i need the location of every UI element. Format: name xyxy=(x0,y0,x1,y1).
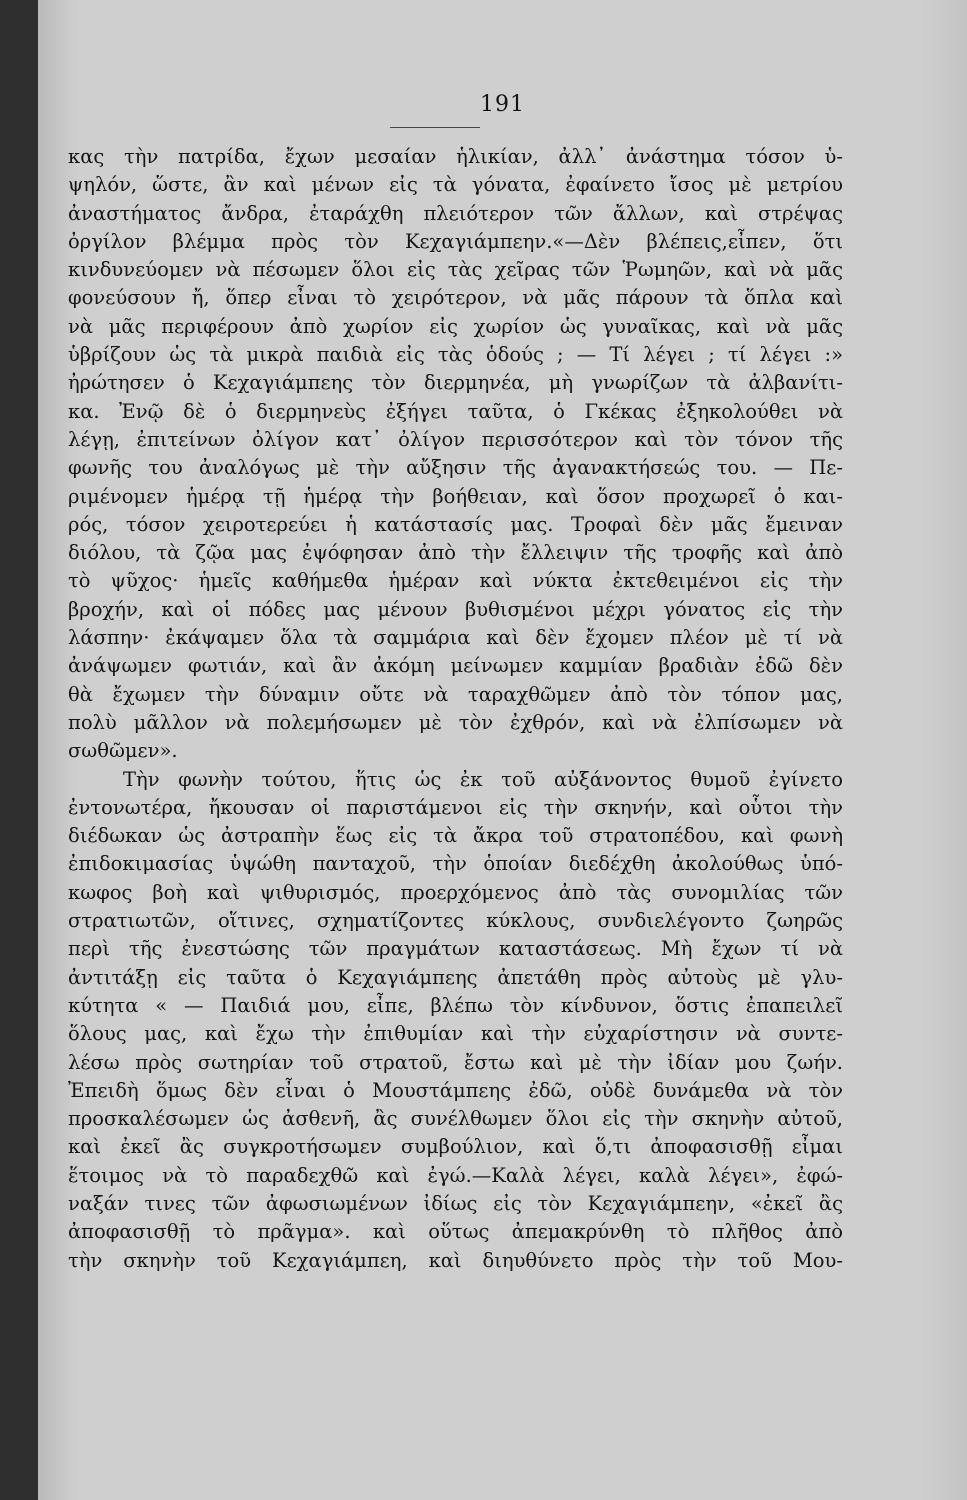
text-line: ἀναστήματος ἄνδρα, ἐταράχθη πλειότερον τῶν ἄλλων, καὶ στρέψας xyxy=(68,201,843,225)
text-line: φωνῆς του ἀναλόγως μὲ τὴν αὔξησιν τῆς ἀγανακτήσεώς του. — Πε- xyxy=(68,456,843,480)
page-number: 191 xyxy=(480,92,525,117)
text-line: ἐντονωτέρα, ἤκουσαν οἱ παριστάμενοι εἰς τὴν σκηνήν, καὶ οὗτοι τὴν xyxy=(68,795,843,819)
text-line: ἠρώτησεν ὁ Κεχαγιάμπεης τὸν διερμηνέα, μὴ γνωρίζων τὰ ἀλβανίτι- xyxy=(68,371,843,395)
page-number-rule xyxy=(390,127,480,128)
text-line: ἀποφασισθῇ τὸ πρᾶγμα». καὶ οὕτως ἀπεμακρύνθη τὸ πλῆθος ἀπὸ xyxy=(68,1220,843,1244)
text-line: τὴν σκηνὴν τοῦ Κεχαγιάμπεη, καὶ διηυθύνετο πρὸς τὴν τοῦ Μου- xyxy=(68,1248,843,1272)
text-line: κύτητα « — Παιδιά μου, εἶπε, βλέπω τὸν κίνδυνον, ὅστις ἐπαπειλεῖ xyxy=(68,993,843,1017)
text-line: ναξάν τινες τῶν ἀφωσιωμένων ἰδίως εἰς τὸν Κεχαγιάμπεην, «ἐκεῖ ἂς xyxy=(68,1191,843,1215)
text-line: Ἐπειδὴ ὅμως δὲν εἶναι ὁ Μουστάμπεης ἐδῶ, οὐδὲ δυνάμεθα νὰ τὸν xyxy=(68,1078,843,1102)
text-line: στρατιωτῶν, οἵτινες, σχηματίζοντες κύκλους, συνδιελέγοντο ζωηρῶς xyxy=(68,909,843,933)
text-line: ἕτοιμος νὰ τὸ παραδεχθῶ καὶ ἐγώ.—Καλὰ λέγει, καλὰ λέγει», ἐφώ- xyxy=(68,1163,843,1187)
text-line: νὰ μᾶς περιφέρουν ἀπὸ χωρίον εἰς χωρίον ὡς γυναῖκας, καὶ νὰ μᾶς xyxy=(68,314,843,338)
text-line: σωθῶμεν». xyxy=(68,739,178,763)
text-line: ρός, τόσον χειροτερεύει ἡ κατάστασίς μας. Τροφαὶ δὲν μᾶς ἔμειναν xyxy=(68,512,843,536)
text-line: ψηλόν, ὥστε, ἂν καὶ μένων εἰς τὰ γόνατα, ἐφαίνετο ἴσος μὲ μετρίου xyxy=(68,173,843,197)
text-line: κα. Ἐνῷ δὲ ὁ διερμηνεὺς ἐξήγει ταῦτα, ὁ Γκέκας ἐξηκολούθει νὰ xyxy=(68,399,843,423)
text-line: φονεύσουν ἤ, ὅπερ εἶναι τὸ χειρότερον, νὰ μᾶς πάρουν τὰ ὅπλα καὶ xyxy=(68,286,843,310)
text-line: λάσπην· ἐκάψαμεν ὅλα τὰ σαμμάρια καὶ δὲν ἔχομεν πλέον μὲ τί νὰ xyxy=(68,626,843,650)
text-line: λέγῃ, ἐπιτείνων ὀλίγον κατ᾽ ὀλίγον περισσότερον καὶ τὸν τόνον τῆς xyxy=(68,427,843,451)
text-line: ὑβρίζουν ὡς τὰ μικρὰ παιδιὰ εἰς τὰς ὁδούς ; — Τί λέγει ; τί λέγει :» xyxy=(68,343,843,367)
text-line: καὶ ἐκεῖ ἂς συγκροτήσωμεν συμβούλιον, καὶ ὅ,τι ἀποφασισθῇ εἶμαι xyxy=(68,1135,843,1159)
text-line: τὸ ψῦχος· ἡμεῖς καθήμεθα ἡμέραν καὶ νύκτα ἐκτεθειμένοι εἰς τὴν xyxy=(68,569,843,593)
text-line: βροχήν, καὶ οἱ πόδες μας μένουν βυθισμένοι μέχρι γόνατος εἰς τὴν xyxy=(68,597,843,621)
text-line: διέδωκαν ὡς ἀστραπὴν ἕως εἰς τὰ ἄκρα τοῦ στρατοπέδου, καὶ φωνὴ xyxy=(68,824,843,848)
text-line: κας τὴν πατρίδα, ἔχων μεσαίαν ἡλικίαν, ἀλλ᾽ ἀνάστημα τόσον ὑ- xyxy=(68,145,843,168)
text-line: θὰ ἔχωμεν τὴν δύναμιν οὔτε νὰ ταραχθῶμεν ἀπὸ τὸν τόπον μας, xyxy=(68,682,843,706)
text-line: ἀνάψωμεν φωτιάν, καὶ ἂν ἀκόμη μείνωμεν καμμίαν βραδιὰν ἐδῶ δὲν xyxy=(68,654,843,678)
paragraph-first-line: Τὴν φωνὴν τούτου, ἥτις ὡς ἐκ τοῦ αὐξάνοντος θυμοῦ ἐγίνετο xyxy=(123,767,843,791)
text-line: ὀργίλον βλέμμα πρὸς τὸν Κεχαγιάμπεην.«—Δὲν βλέπεις,εἶπεν, ὅτι xyxy=(68,229,843,253)
text-line: διόλου, τὰ ζῷα μας ἐψόφησαν ἀπὸ τὴν ἔλλειψιν τῆς τροφῆς καὶ ἀπὸ xyxy=(68,541,843,565)
text-line: περὶ τῆς ἐνεστώσης τῶν πραγμάτων καταστάσεως. Μὴ ἔχων τί νὰ xyxy=(68,937,843,961)
text-line: πολὺ μᾶλλον νὰ πολεμήσωμεν μὲ τὸν ἐχθρόν, καὶ νὰ ἐλπίσωμεν νὰ xyxy=(68,710,843,734)
text-line: ἀντιτάξῃ εἰς ταῦτα ὁ Κεχαγιάμπεης ἀπετάθη πρὸς αὐτοὺς μὲ γλυ- xyxy=(68,965,843,989)
text-line: ριμένομεν ἡμέρᾳ τῇ ἡμέρᾳ τὴν βοήθειαν, καὶ ὅσον προχωρεῖ ὁ και- xyxy=(68,484,843,508)
body-text xyxy=(68,143,843,1275)
text-line: ὅλους μας, καὶ ἔχω τὴν ἐπιθυμίαν καὶ τὴν εὐχαρίστησιν νὰ συντε- xyxy=(68,1022,843,1046)
text-line: ἐπιδοκιμασίας ὑψώθη πανταχοῦ, τὴν ὁποίαν διεδέχθη ἀκολούθως ὑπό- xyxy=(68,852,843,876)
text-line: κωφος βοὴ καὶ ψιθυρισμός, προερχόμενος ἀπὸ τὰς συνομιλίας τῶν xyxy=(68,880,843,904)
text-line: λέσω πρὸς σωτηρίαν τοῦ στρατοῦ, ἔστω καὶ μὲ τὴν ἰδίαν μου ζωήν. xyxy=(68,1050,843,1074)
text-line: προσκαλέσωμεν ὡς ἀσθενῆ, ἂς συνέλθωμεν ὅλοι εἰς τὴν σκηνὴν αὐτοῦ, xyxy=(68,1107,843,1131)
text-line: κινδυνεύομεν νὰ πέσωμεν ὅλοι εἰς τὰς χεῖρας τῶν Ῥωμηῶν, καὶ νὰ μᾶς xyxy=(68,258,843,282)
book-page xyxy=(38,0,967,1500)
